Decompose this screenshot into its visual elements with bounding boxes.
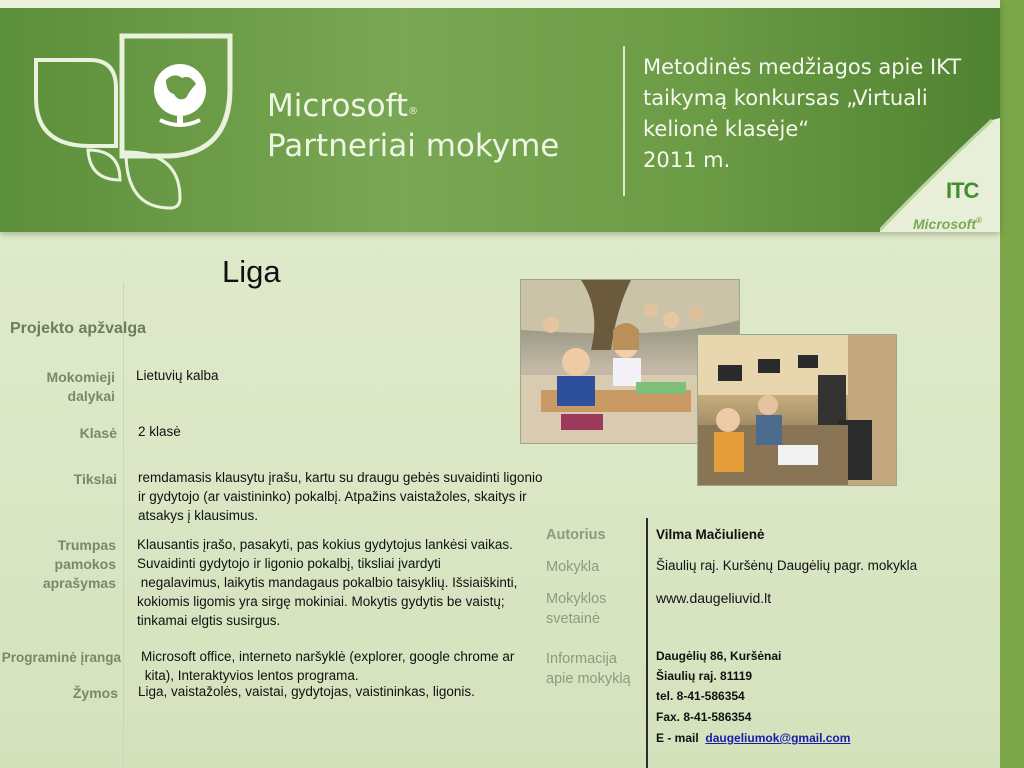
email-line bbox=[656, 728, 850, 748]
value-description bbox=[137, 535, 547, 630]
column-divider bbox=[123, 283, 124, 768]
description-line: tinkamai elgtis susirgus. bbox=[137, 613, 281, 628]
info-label: Informacija apie mokyklą bbox=[546, 651, 631, 687]
value-tags: Liga, vaistažolės, vaistai, gydytojas, vaistininkas, ligonis. bbox=[138, 684, 475, 699]
banner-top-edge bbox=[0, 0, 1000, 8]
label-software: Programinė įranga bbox=[1, 650, 121, 665]
software-line: kita), Interaktyvios lentos programa. bbox=[141, 668, 359, 683]
classroom-photo-2 bbox=[697, 334, 897, 486]
value-software bbox=[141, 647, 551, 685]
value-grade: 2 klasė bbox=[138, 424, 181, 439]
label-subjects: Mokomieji dalykai bbox=[46, 369, 115, 404]
microsoft-logo bbox=[913, 216, 982, 232]
school-label: Mokykla bbox=[546, 559, 600, 575]
fax-line: Fax. 8-41-586354 bbox=[656, 710, 752, 724]
address-line: Daugėlių 86, Kuršėnai bbox=[656, 649, 782, 663]
value-goals: remdamasis klausytu įrašu, kartu su draugu gebės suvaidinti ligonio ir gydytojo (ar vaistininko) pokalbį. Atpažins vaistažoles, skaitys ir atsakys į klausimus. bbox=[138, 470, 543, 523]
description-line: kokiomis ligomis yra sirgę mokiniai. Mokytis gydytis be vaistų; bbox=[137, 594, 505, 609]
microsoft-logo-text: Microsoft bbox=[913, 216, 976, 232]
postal-line: Šiaulių raj. 81119 bbox=[656, 669, 753, 683]
leaf-globe-logo-icon bbox=[30, 28, 245, 213]
phone-line: tel. 8-41-586354 bbox=[656, 689, 745, 703]
overview-heading: Projekto apžvalga bbox=[10, 320, 147, 337]
right-edge-strip bbox=[1000, 0, 1024, 768]
microsoft-logo-mark: ® bbox=[976, 216, 982, 225]
author-divider bbox=[646, 518, 648, 768]
itc-logo: ITC bbox=[946, 178, 979, 203]
contest-line: taikymą konkursas „Virtuali bbox=[643, 86, 928, 110]
banner-separator bbox=[623, 46, 625, 196]
label-grade: Klasė bbox=[79, 425, 117, 441]
brand-block bbox=[267, 88, 559, 166]
brand-name bbox=[267, 88, 559, 124]
label-description: Trumpas pamokos aprašymas bbox=[42, 537, 116, 591]
label-tags: Žymos bbox=[72, 685, 118, 701]
label-goals: Tikslai bbox=[73, 471, 117, 487]
contest-line: 2011 m. bbox=[643, 148, 731, 172]
email-link[interactable]: daugeliumok@gmail.com bbox=[705, 731, 851, 745]
banner-corner-leaf bbox=[880, 118, 1000, 232]
description-line: negalavimus, laikytis mandagaus pokalbio taisyklių. Išsiaiškinti, bbox=[137, 575, 518, 590]
brand-name-text: Microsoft bbox=[267, 88, 409, 124]
email-label: E - mail bbox=[656, 731, 699, 745]
contest-line: Metodinės medžiagos apie IKT bbox=[643, 55, 962, 79]
description-line: Klausantis įrašo, pasakyti, pas kokius gydytojus lankėsi vaikas. bbox=[137, 537, 513, 552]
school-website: www.daugeliuvid.lt bbox=[656, 590, 772, 606]
contest-line: kelionė klasėje“ bbox=[643, 117, 810, 141]
brand-subtitle: Partneriai mokyme bbox=[267, 128, 560, 164]
author-name: Vilma Mačiulienė bbox=[656, 527, 765, 542]
page-title: Liga bbox=[222, 254, 281, 289]
software-line: Microsoft office, interneto naršyklė (explorer, google chrome ar bbox=[141, 649, 515, 664]
brand-trademark: ® bbox=[408, 106, 419, 117]
header-banner bbox=[0, 0, 1000, 232]
description-line: Suvaidinti gydytojo ir ligonio pokalbį, tiksliai įvardyti bbox=[137, 556, 441, 571]
website-label: Mokyklos svetainė bbox=[546, 591, 607, 627]
school-name: Šiaulių raj. Kuršėnų Daugėlių pagr. mokykla bbox=[656, 558, 918, 573]
author-label: Autorius bbox=[546, 527, 606, 543]
value-subjects: Lietuvių kalba bbox=[136, 368, 219, 383]
